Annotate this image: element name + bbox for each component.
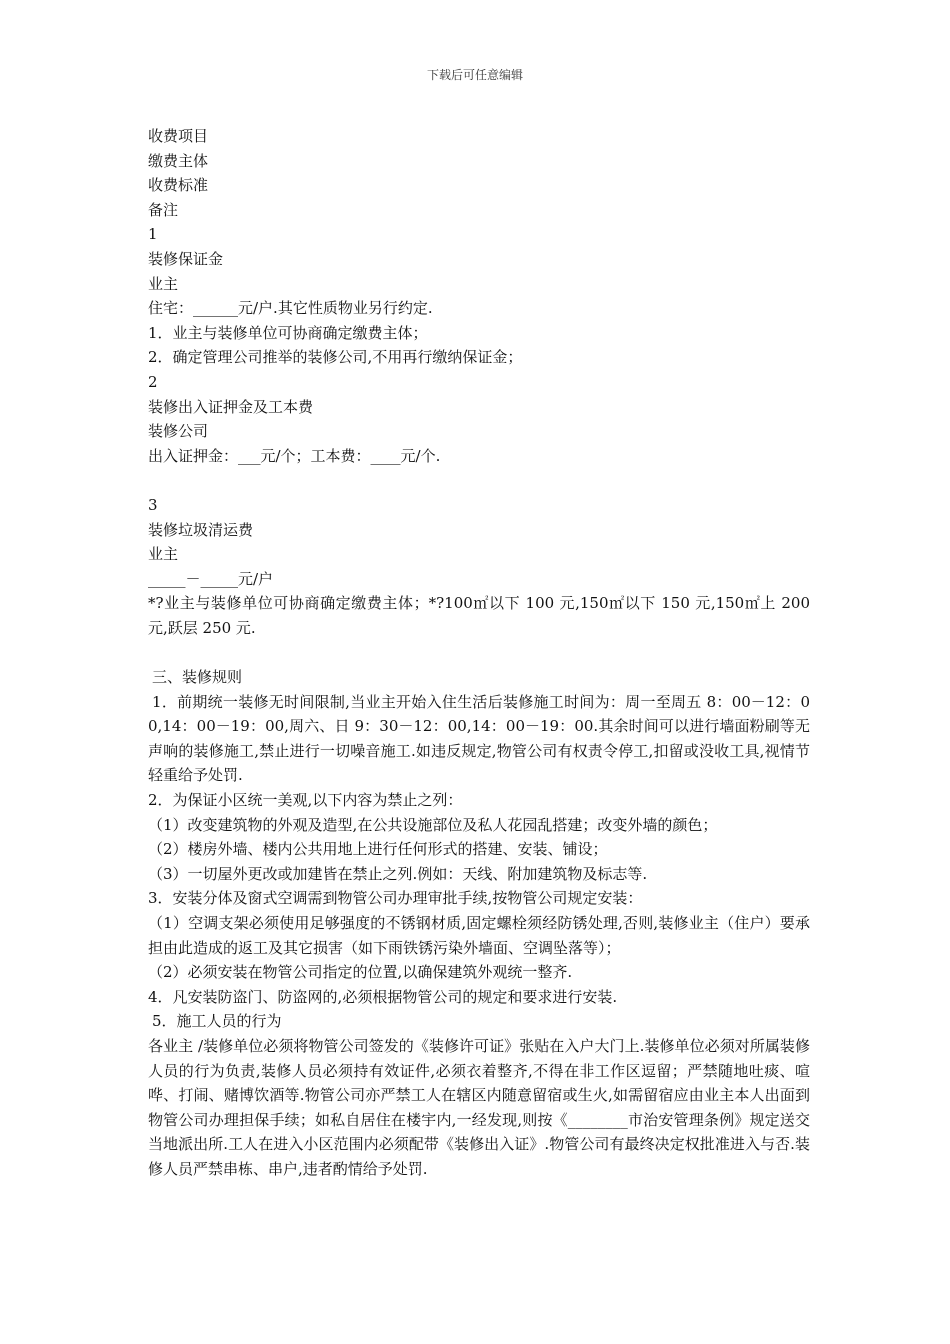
rule-5-body: 各业主 /装修单位必须将物管公司签发的《装修许可证》张贴在入户大门上.装修单位必须对所属装修人员的行为负责,装修人员必须持有效证件,必须衣着整齐,不得在非工作区逗留；严禁随地吐痰、喧哗、打闹、赌博饮酒等.物管公司亦严禁工人在辖区内随意留宿或生火,如需留宿应由业主本人出面到物管公司办理担保手续；如私自居住在楼宇内,一经发现,则按《________市治安管理条例》规定送交当地派出所.工人在进入小区范围内必须配带《装修出入证》.物管公司有最终决定权批准进入与否.装修人员严禁串栋、串户,违者酌情给予处罚. bbox=[148, 1036, 810, 1178]
rule-5: 5．施工人员的行为 bbox=[152, 1012, 282, 1031]
table-header-standard: 收费标准 bbox=[148, 176, 209, 195]
rule-2: 2．为保证小区统一美观,以下内容为禁止之列： bbox=[148, 791, 463, 810]
rule-2-2: （2）楼房外墙、楼内公共用地上进行任何形式的搭建、安装、铺设； bbox=[148, 840, 608, 859]
row-2-number: 2 bbox=[148, 372, 158, 391]
rule-3-1: （1）空调支架必须使用足够强度的不锈钢材质,固定螺栓须经防锈处理,否则,装修业主（住户）要承担由此造成的返工及其它损害（如下雨铁锈污染外墙面、空调坠落等）； bbox=[148, 914, 810, 957]
row-3-number: 3 bbox=[148, 495, 158, 514]
row-2-item: 装修出入证押金及工本费 bbox=[148, 397, 314, 416]
rules-heading: 三、装修规则 bbox=[152, 668, 243, 687]
row-1-note-1: 1．业主与装修单位可协商确定缴费主体； bbox=[148, 323, 428, 342]
row-1-number: 1 bbox=[148, 225, 158, 244]
row-3-payer: 业主 bbox=[148, 545, 179, 564]
page-header: 下载后可任意编辑 bbox=[426, 68, 523, 82]
row-1-item: 装修保证金 bbox=[148, 249, 224, 268]
row-1-payer: 业主 bbox=[148, 274, 179, 293]
row-3-item: 装修垃圾清运费 bbox=[148, 520, 254, 539]
rule-2-3: （3）一切屋外更改或加建皆在禁止之列.例如：天线、附加建筑物及标志等. bbox=[148, 864, 648, 883]
spacer bbox=[148, 640, 810, 665]
rule-3: 3．安装分体及窗式空调需到物管公司办理审批手续,按物管公司规定安装： bbox=[148, 889, 643, 908]
rule-1: 1．前期统一装修无时间限制,当业主开始入住生活后装修施工时间为：周一至周五 8：00－12：00,14：00－19：00,周六、日 9：30－12：00,14：00－19：00.其余时间可以进行墙面粉刷等无声响的装修施工,禁止进行一切噪音施工.如违反规定,物管公司有权责令停工,扣留或没收工具,视情节轻重给予处罚. bbox=[148, 692, 810, 785]
row-1-standard: 住宅：______元/户.其它性质物业另行约定. bbox=[148, 299, 433, 318]
rule-4: 4．凡安装防盗门、防盗网的,必须根据物管公司的规定和要求进行安装. bbox=[148, 987, 618, 1006]
rule-2-1: （1）改变建筑物的外观及造型,在公共设施部位及私人花园乱搭建；改变外墙的颜色； bbox=[148, 815, 718, 834]
spacer bbox=[148, 468, 810, 493]
row-2-payer: 装修公司 bbox=[148, 422, 209, 441]
table-header-item: 收费项目 bbox=[148, 127, 209, 145]
table-header-payer: 缴费主体 bbox=[148, 151, 209, 170]
row-3-note: *?业主与装修单位可协商确定缴费主体；*?100㎡以下 100 元,150㎡以下 150 元,150㎡上 200 元,跃层 250 元. bbox=[148, 594, 810, 637]
row-2-standard: 出入证押金：___元/个；工本费：____元/个. bbox=[148, 446, 441, 465]
rule-3-2: （2）必须安装在物管公司指定的位置,以确保建筑外观统一整齐. bbox=[148, 963, 573, 982]
row-1-note-2: 2．确定管理公司推举的装修公司,不用再行缴纳保证金； bbox=[148, 348, 523, 367]
table-header-notes: 备注 bbox=[148, 200, 179, 219]
row-3-standard: _____－_____元/户 bbox=[148, 569, 274, 588]
document-body bbox=[148, 124, 810, 1182]
